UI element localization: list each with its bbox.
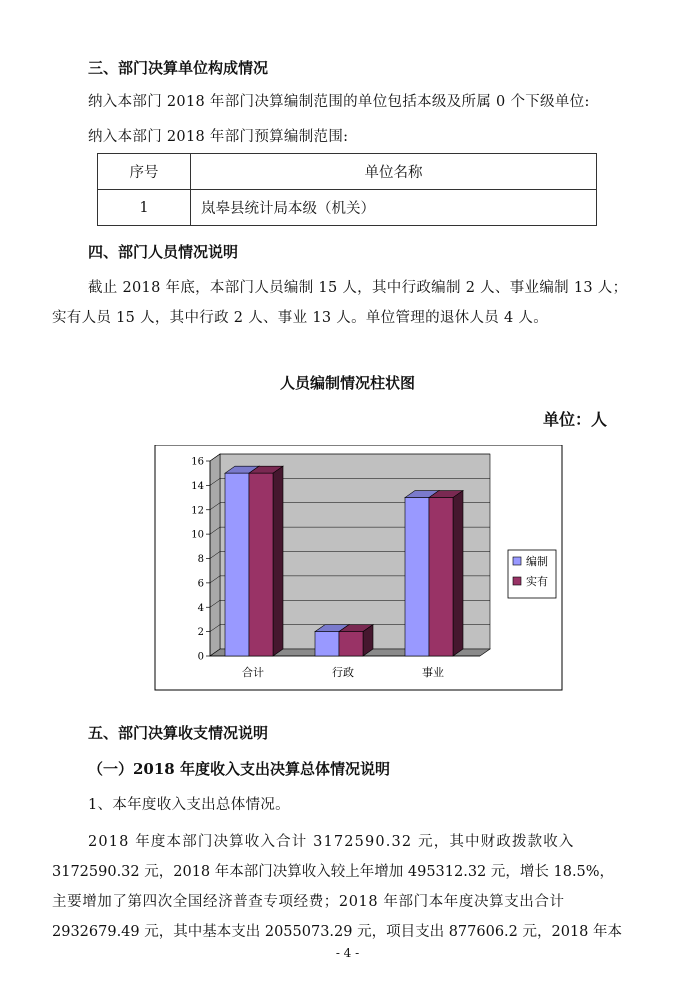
legend-label-shiyou: 实有 (526, 575, 548, 588)
table-header-row (98, 154, 597, 190)
table-header-cell: 序号 (98, 154, 191, 190)
legend (508, 550, 556, 598)
chart-unit-label: 单位：人 (543, 410, 608, 429)
y-tick-label: 14 (191, 480, 204, 492)
section5-para-line (88, 830, 644, 851)
section5-para-line (52, 860, 614, 881)
legend-swatch-shiyou (513, 577, 521, 585)
y-tick-label: 8 (197, 554, 204, 565)
section3-heading: 三、部门决算单位构成情况 (88, 59, 269, 77)
y-tick-label: 4 (197, 602, 204, 614)
section5-heading: 五、部门决算收支情况说明 (88, 724, 269, 742)
section5-para-line (52, 890, 565, 911)
para-line-text: 主要增加了第四次全国经济普查专项经费；2018 年部门本年度决算支出合计 (52, 894, 565, 910)
chart-title: 人员编制情况柱状图 (279, 374, 415, 392)
table-row (98, 190, 597, 226)
bar-编制-事业 (405, 498, 429, 656)
bar-实有-事业 (429, 498, 453, 656)
section4-line1: 截止 2018 年底，本部门人员编制 15 人，其中行政编制 2 人、事业编制 13 人； (88, 280, 628, 296)
y-tick-label: 12 (191, 505, 204, 517)
para-line-text: 2932679.49 元，其中基本支出 2055073.29 元，项目支出 877606.2 元，2018 年本 (52, 924, 623, 940)
table-cell-unit-name: 岚皋县统计局本级（机关） (191, 190, 597, 226)
y-tick-label: 10 (191, 529, 204, 541)
bar-chart (150, 445, 570, 695)
y-tick-label: 6 (197, 578, 204, 590)
page-number: - 4 - (335, 946, 360, 960)
bar-编制-行政 (315, 632, 339, 656)
section3-line2: 纳入本部门 2018 年部门预算编制范围: (88, 129, 349, 145)
bar-实有-行政 (339, 632, 363, 656)
legend-label-bianzhi: 编制 (526, 555, 548, 568)
y-tick-label: 16 (191, 456, 204, 468)
x-tick-label: 事业 (422, 666, 444, 679)
y-tick-label: 0 (197, 651, 204, 663)
table-cell-index: 1 (98, 190, 191, 226)
para-line-text: 2018 年度本部门决算收入合计 3172590.32 元，其中财政拨款收入 (88, 834, 575, 850)
bar-side (273, 466, 283, 656)
section4-heading: 四、部门人员情况说明 (88, 243, 239, 261)
bar-编制-合计 (225, 473, 249, 656)
legend-swatch-bianzhi (513, 557, 521, 565)
y-tick-label: 2 (197, 627, 204, 639)
bar-side (453, 491, 463, 656)
bar-实有-合计 (249, 473, 273, 656)
section5-para-line (52, 920, 622, 941)
section5-sub1: （一）2018 年度收入支出决算总体情况说明 (88, 760, 390, 778)
section4-line2: 实有人员 15 人，其中行政 2 人、事业 13 人。单位管理的退休人员 4 人。 (52, 310, 549, 326)
x-tick-label: 合计 (242, 666, 264, 679)
x-tick-label: 行政 (332, 666, 354, 679)
section3-line1: 纳入本部门 2018 年部门决算编制范围的单位包括本级及所属 0 个下级单位: (88, 94, 590, 110)
section5-item1: 1、本年度收入支出总体情况。 (88, 797, 290, 813)
para-line-text: 3172590.32 元，2018 年本部门决算收入较上年增加 495312.32 元，增长 18.5%， (52, 864, 615, 880)
unit-table (97, 153, 597, 226)
table-header-cell: 单位名称 (191, 154, 597, 190)
